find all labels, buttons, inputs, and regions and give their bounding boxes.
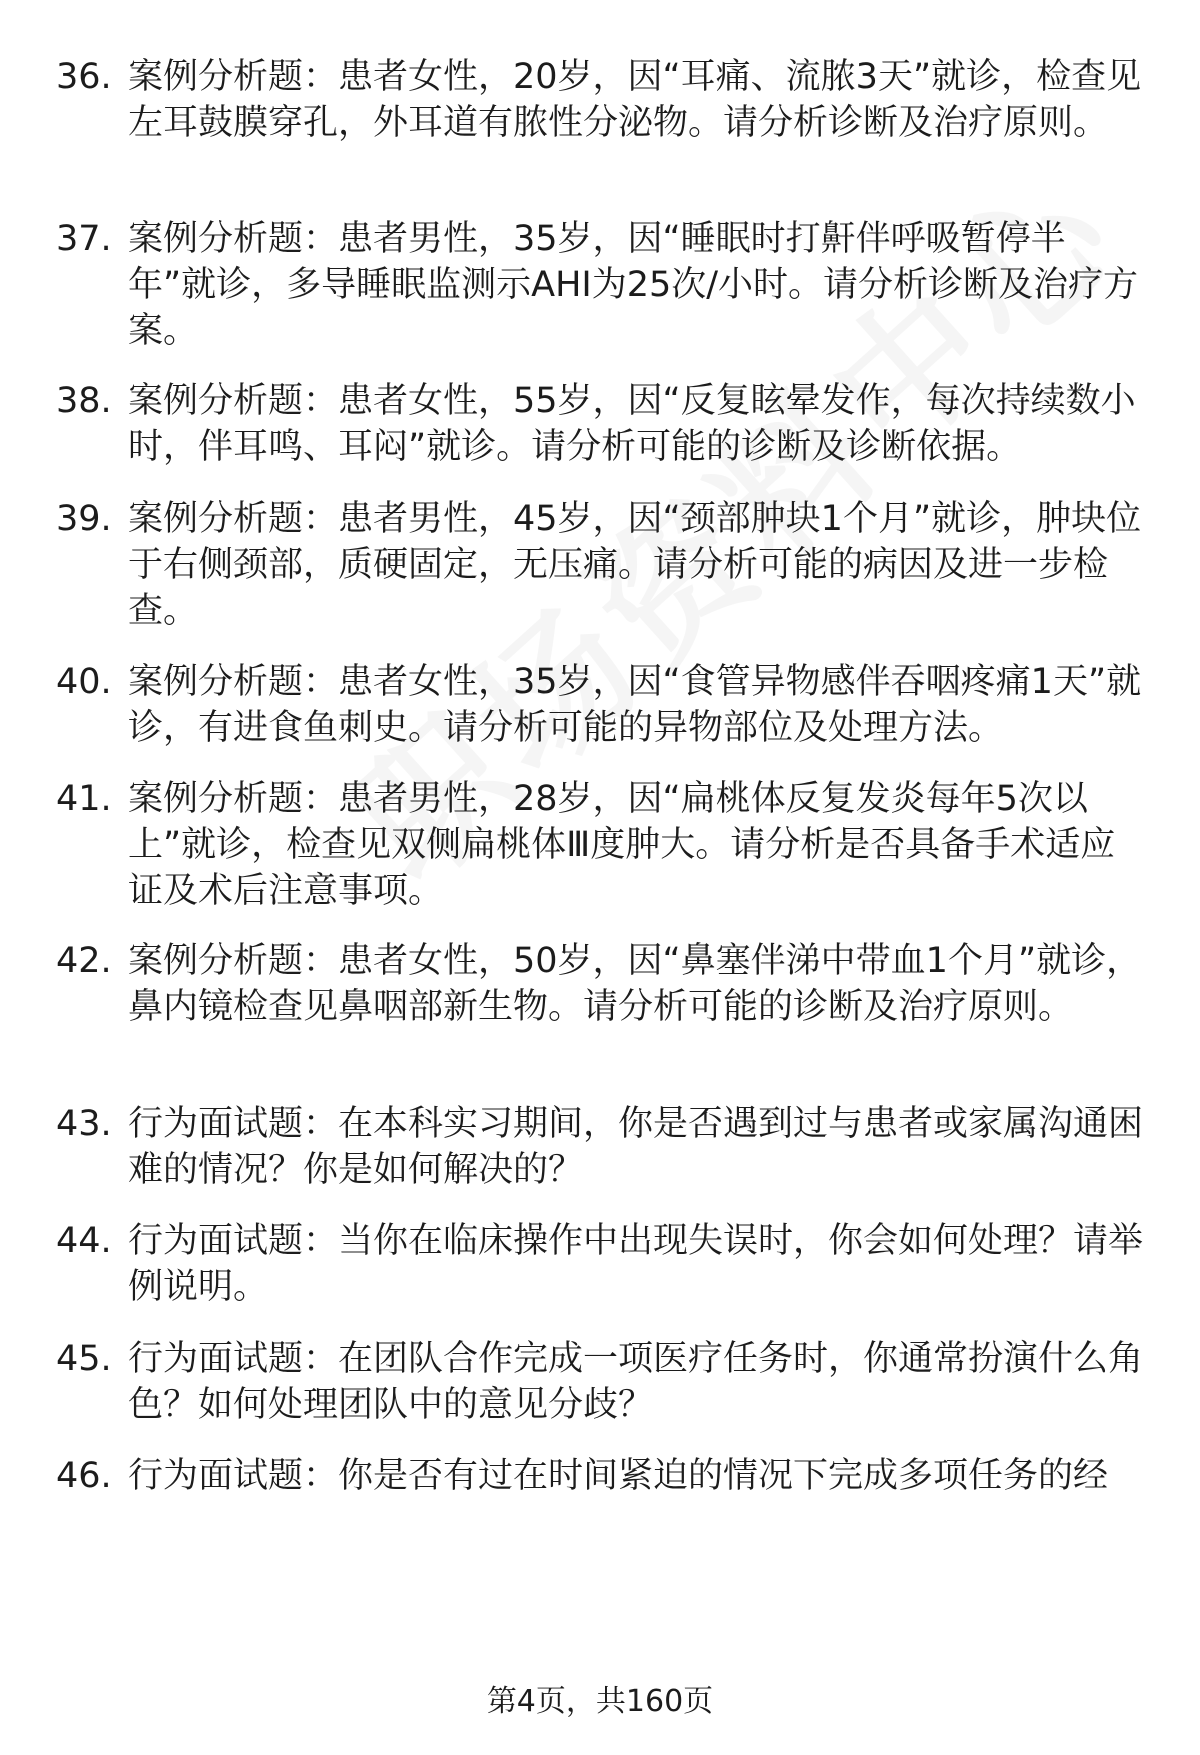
question-number: 42. xyxy=(56,941,112,981)
question-number: 44. xyxy=(56,1221,112,1261)
page-footer: 第4页，共160页 xyxy=(486,1684,714,1719)
question-40 xyxy=(56,659,1156,751)
question-number: 43. xyxy=(56,1104,112,1144)
question-number: 41. xyxy=(56,779,112,819)
question-number: 39. xyxy=(56,499,112,539)
question-36 xyxy=(56,54,1156,146)
question-41 xyxy=(56,776,1156,914)
question-text: 行为面试题：在本科实习期间，你是否遇到过与患者或家属沟通困难的情况？你是如何解决的？ xyxy=(128,1104,1144,1190)
question-42 xyxy=(56,938,1156,1030)
question-43 xyxy=(56,1101,1156,1193)
question-37 xyxy=(56,216,1156,354)
question-text: 案例分析题：患者女性，20岁，因“耳痛、流脓3天”就诊，检查见左耳鼓膜穿孔，外耳道有脓性分泌物。请分析诊断及治疗原则。 xyxy=(128,57,1142,143)
question-text: 行为面试题：你是否有过在时间紧迫的情况下完成多项任务的经 xyxy=(128,1456,1109,1496)
question-text: 案例分析题：患者男性，35岁，因“睡眠时打鼾伴呼吸暂停半年”就诊，多导睡眠监测示AHI为25次/小时。请分析诊断及治疗方案。 xyxy=(128,219,1139,351)
question-number: 38. xyxy=(56,381,112,421)
question-text: 案例分析题：患者男性，45岁，因“颈部肿块1个月”就诊，肿块位于右侧颈部，质硬固定，无压痛。请分析可能的病因及进一步检查。 xyxy=(128,499,1142,631)
question-text: 行为面试题：当你在临床操作中出现失误时，你会如何处理？请举例说明。 xyxy=(128,1221,1144,1307)
question-number: 46. xyxy=(56,1456,112,1496)
question-text: 案例分析题：患者女性，50岁，因“鼻塞伴涕中带血1个月”就诊，鼻内镜检查见鼻咽部新生物。请分析可能的诊断及治疗原则。 xyxy=(128,941,1142,1027)
question-text: 案例分析题：患者女性，35岁，因“食管异物感伴吞咽疼痛1天”就诊，有进食鱼刺史。请分析可能的异物部位及处理方法。 xyxy=(128,662,1142,748)
question-text: 行为面试题：在团队合作完成一项医疗任务时，你通常扮演什么角色？如何处理团队中的意见分歧？ xyxy=(128,1339,1144,1425)
question-45 xyxy=(56,1336,1156,1428)
question-text: 案例分析题：患者女性，55岁，因“反复眩晕发作，每次持续数小时，伴耳鸣、耳闷”就诊。请分析可能的诊断及诊断依据。 xyxy=(128,381,1136,467)
question-44 xyxy=(56,1218,1156,1310)
question-39 xyxy=(56,496,1156,634)
question-46 xyxy=(56,1453,1156,1499)
question-number: 36. xyxy=(56,57,112,97)
question-number: 40. xyxy=(56,662,112,702)
question-number: 37. xyxy=(56,219,112,259)
question-text: 案例分析题：患者男性，28岁，因“扁桃体反复发炎每年5次以上”就诊，检查见双侧扁桃体Ⅲ度肿大。请分析是否具备手术适应证及术后注意事项。 xyxy=(128,779,1116,911)
question-38 xyxy=(56,378,1156,470)
question-number: 45. xyxy=(56,1339,112,1379)
